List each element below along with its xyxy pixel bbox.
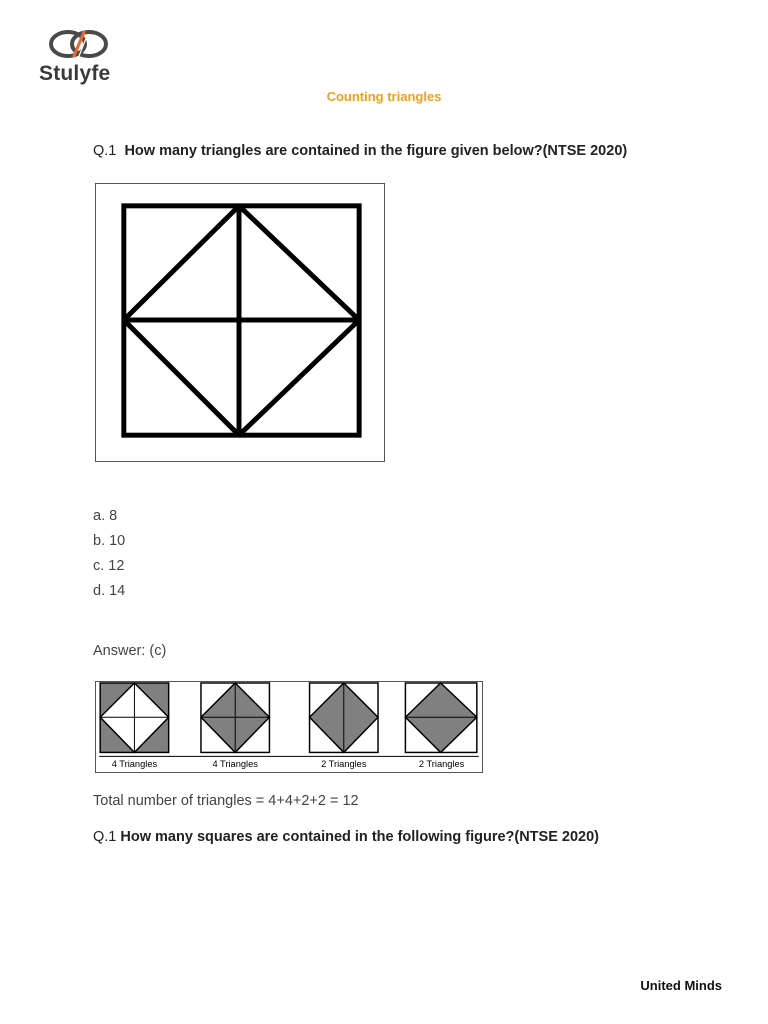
brand-name: Stulyfe bbox=[39, 62, 111, 85]
option-b: b. 10 bbox=[93, 533, 126, 549]
solution-total: Total number of triangles = 4+4+2+2 = 12 bbox=[93, 793, 359, 809]
option-d: d. 14 bbox=[93, 583, 126, 599]
solution-label-4: 2 Triangles bbox=[418, 759, 465, 770]
solution-panel-1 bbox=[100, 683, 168, 752]
question-number: Q.1 bbox=[93, 829, 117, 845]
question-text: How many squares are contained in the following figure?(NTSE 2020) bbox=[120, 829, 599, 845]
question-number: Q.1 bbox=[93, 143, 117, 159]
solution-panel-2 bbox=[201, 683, 269, 752]
option-a: a. 8 bbox=[93, 508, 118, 524]
solution-label-1: 4 Triangles bbox=[111, 759, 158, 770]
question-1 bbox=[93, 143, 627, 159]
answer: Answer: (c) bbox=[93, 643, 167, 659]
solution-label-2: 4 Triangles bbox=[212, 759, 258, 770]
question-figure bbox=[95, 183, 385, 462]
solution-panel-3 bbox=[310, 683, 378, 752]
solution-label-3: 2 Triangles bbox=[321, 759, 367, 770]
document-title: Counting triangles bbox=[326, 89, 442, 104]
solution-figure bbox=[95, 681, 483, 773]
question-text: How many triangles are contained in the figure given below?(NTSE 2020) bbox=[124, 143, 628, 159]
footer-text: United Minds bbox=[640, 978, 722, 993]
question-2 bbox=[93, 829, 599, 845]
option-c: c. 12 bbox=[93, 558, 125, 574]
solution-panel-4 bbox=[405, 683, 476, 752]
